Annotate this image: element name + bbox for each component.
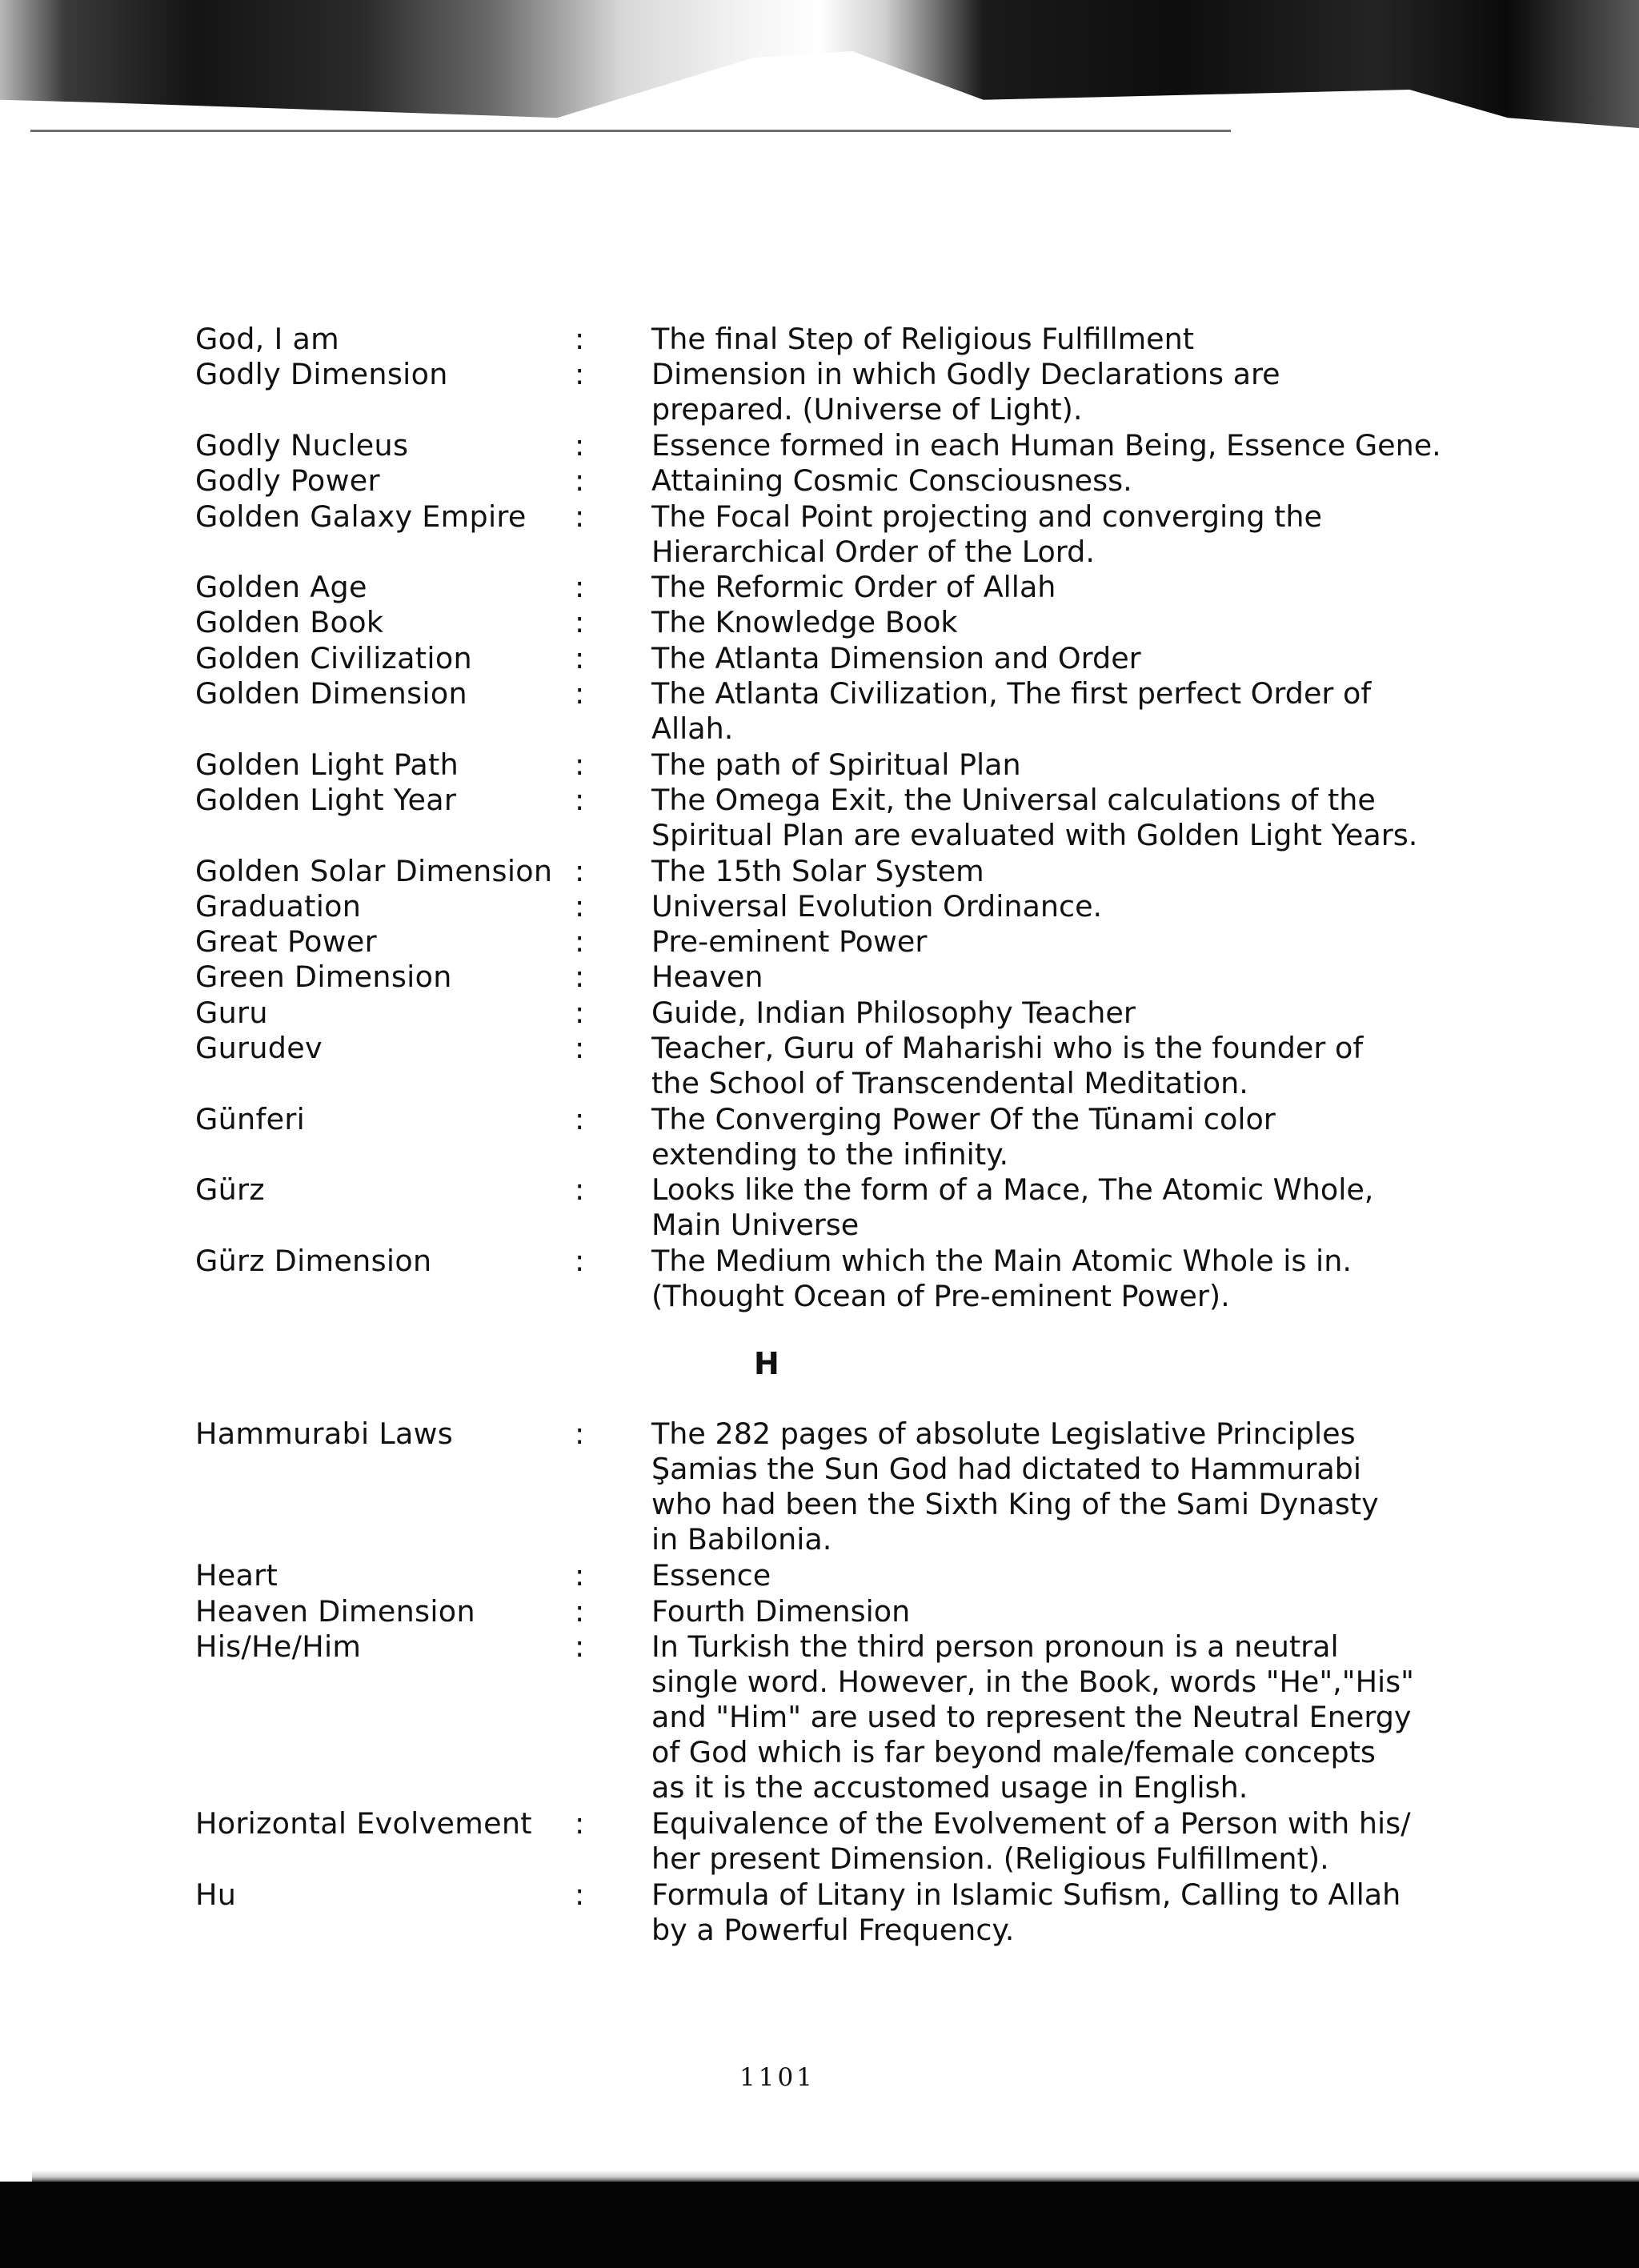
entry-separator: : [575,924,585,960]
entry-term: His/He/Him [195,1629,362,1664]
entry-term: Heart [195,1558,279,1593]
entry-definition [651,1172,1374,1243]
entry-separator: : [575,1416,585,1451]
definition-line: The Medium which the Main Atomic Whole is in. [651,1243,1352,1278]
definition-line: extending to the infinity. [651,1136,1009,1172]
definition-line: and "Him" are used to represent the Neutral Energy [651,1699,1412,1734]
entry-separator: : [575,499,585,534]
definition-line: Universal Evolution Ordinance. [651,888,1103,924]
entry-definition [651,357,1356,427]
definition-line: Şamias the Sun God had dictated to Hammurabi [651,1452,1361,1486]
entry-definition [651,322,1356,357]
definition-line: The Reformic Order of Allah [651,570,1056,605]
entry-separator: : [575,1629,585,1664]
entry-separator: : [575,1806,585,1841]
definition-line: her present Dimension. (Religious Fulfillment). [651,1841,1329,1877]
definition-line: Hierarchical Order of the Lord. [651,534,1095,569]
definition-line: in Babilonia. [651,1522,832,1557]
entry-term: Golden Galaxy Empire [195,499,527,534]
entry-definition [651,1629,1414,1805]
definition-line: Attaining Cosmic Consciousness. [651,463,1132,499]
entry-separator: : [575,427,585,463]
entry-definition [651,1806,1411,1877]
entry-definition [651,499,1356,570]
entry-term: Gürz [195,1172,265,1208]
entry-separator: : [575,322,585,356]
definition-line: Dimension in which Godly Declarations are [651,357,1280,392]
entry-definition [651,1102,1356,1172]
entry-separator: : [575,1877,585,1912]
definition-line: Heaven [651,960,763,995]
definition-line: The 282 pages of absolute Legislative Principles [651,1416,1356,1451]
entry-separator: : [575,357,585,392]
entry-term: Gurudev [195,1031,323,1065]
entry-term: Golden Light Year [195,782,457,817]
entry-term: Heaven Dimension [195,1593,475,1629]
entry-term: Godly Power [195,463,380,499]
definition-line: Formula of Litany in Islamic Sufism, Calling to Allah [651,1877,1401,1912]
entry-definition [651,463,1356,499]
entry-term: God, I am [195,322,339,356]
entry-term: Guru [195,995,268,1030]
entry-definition [651,427,1441,463]
entry-separator: : [575,463,585,499]
definition-line: Guide, Indian Philosophy Teacher [651,995,1136,1030]
entry-separator: : [575,676,585,711]
definition-line: Allah. [651,711,734,746]
entry-separator: : [575,640,585,675]
definition-line: who had been the Sixth King of the Sami Dynasty [651,1487,1379,1521]
definition-line: by a Powerful Frequency. [651,1912,1015,1947]
definition-line: Teacher, Guru of Maharishi who is the founder of [651,1031,1364,1065]
definition-line: Essence formed in each Human Being, Essence Gene. [651,427,1441,463]
definition-line: The Atlanta Civilization, The first perfect Order of [651,676,1372,711]
definition-line: Looks like the form of a Mace, The Atomic Whole, [651,1172,1374,1208]
definition-line: The Focal Point projecting and converging the [651,499,1322,534]
entry-separator: : [575,1101,585,1136]
definition-line: Spiritual Plan are evaluated with Golden Light Years. [651,817,1418,852]
entry-term: Golden Age [195,570,367,605]
definition-line: Essence [651,1558,771,1593]
definition-line: In Turkish the third person pronoun is a neutral [651,1629,1339,1664]
entry-term: Godly Dimension [195,357,448,392]
page-number: 1101 [739,2063,815,2092]
definition-line: The Omega Exit, the Universal calculations of the [651,782,1376,817]
entry-term: Horizontal Evolvement [195,1806,532,1841]
entry-separator: : [575,1172,585,1208]
definition-line: The Atlanta Dimension and Order [651,640,1141,675]
definition-line: The final Step of Religious Fulfillment [651,322,1195,356]
definition-line: single word. However, in the Book, words "He","His" [651,1664,1414,1699]
entry-definition [651,1594,1356,1629]
entry-term: Green Dimension [195,960,452,995]
entry-term: Great Power [195,924,377,960]
definition-line: Pre-eminent Power [651,924,928,960]
definition-line: Main Universe [651,1208,860,1243]
entry-separator: : [575,1593,585,1629]
entry-term: Hu [195,1877,237,1912]
entry-definition [651,747,1356,783]
entry-definition [651,570,1356,605]
entry-term: Günferi [195,1101,306,1136]
entry-definition [651,1877,1401,1948]
entry-separator: : [575,605,585,640]
entry-definition [651,782,1418,853]
entry-separator: : [575,853,585,888]
entry-separator: : [575,747,585,782]
entry-definition [651,1416,1379,1557]
entry-definition [651,889,1356,924]
entry-separator: : [575,1031,585,1065]
entry-definition [651,641,1356,676]
definition-line: the School of Transcendental Meditation. [651,1066,1248,1100]
entry-definition [651,1031,1364,1101]
entry-definition [651,676,1372,747]
entry-separator: : [575,888,585,924]
entry-definition [651,605,1356,640]
definition-line: Equivalence of the Evolvement of a Person with his/ [651,1806,1411,1841]
scan-bottom-dark-band [0,2182,1639,2268]
scan-top-rule [30,130,1231,132]
entry-term: Golden Dimension [195,676,467,711]
entry-definition [651,854,1356,889]
entry-separator: : [575,782,585,817]
entry-definition [651,996,1356,1031]
section-heading-h: H [754,1346,779,1381]
entry-term: Golden Civilization [195,640,472,675]
entry-term: Graduation [195,888,362,924]
definition-line: prepared. (Universe of Light). [651,392,1083,427]
entry-term: Hammurabi Laws [195,1416,454,1451]
entry-definition [651,960,1356,995]
entry-separator: : [575,1558,585,1593]
definition-line: The Knowledge Book [651,605,958,640]
definition-line: The 15th Solar System [651,853,984,888]
entry-term: Golden Book [195,605,384,640]
entry-definition [651,1558,1356,1593]
definition-line: Fourth Dimension [651,1593,911,1629]
entry-term: Golden Light Path [195,747,459,782]
entry-separator: : [575,570,585,605]
entry-definition [651,1244,1356,1314]
entry-separator: : [575,1243,585,1278]
entry-term: Gürz Dimension [195,1243,432,1278]
definition-line: The path of Spiritual Plan [651,747,1021,782]
definition-line: (Thought Ocean of Pre-eminent Power). [651,1278,1230,1313]
entry-definition [651,924,1356,960]
definition-line: as it is the accustomed usage in English. [651,1769,1248,1805]
entry-separator: : [575,995,585,1030]
definition-line: The Converging Power Of the Tünami color [651,1101,1276,1136]
entry-separator: : [575,960,585,995]
entry-term: Godly Nucleus [195,427,409,463]
definition-line: of God which is far beyond male/female concepts [651,1734,1376,1769]
entry-term: Golden Solar Dimension [195,853,553,888]
scan-top-dark-band [0,0,1639,128]
